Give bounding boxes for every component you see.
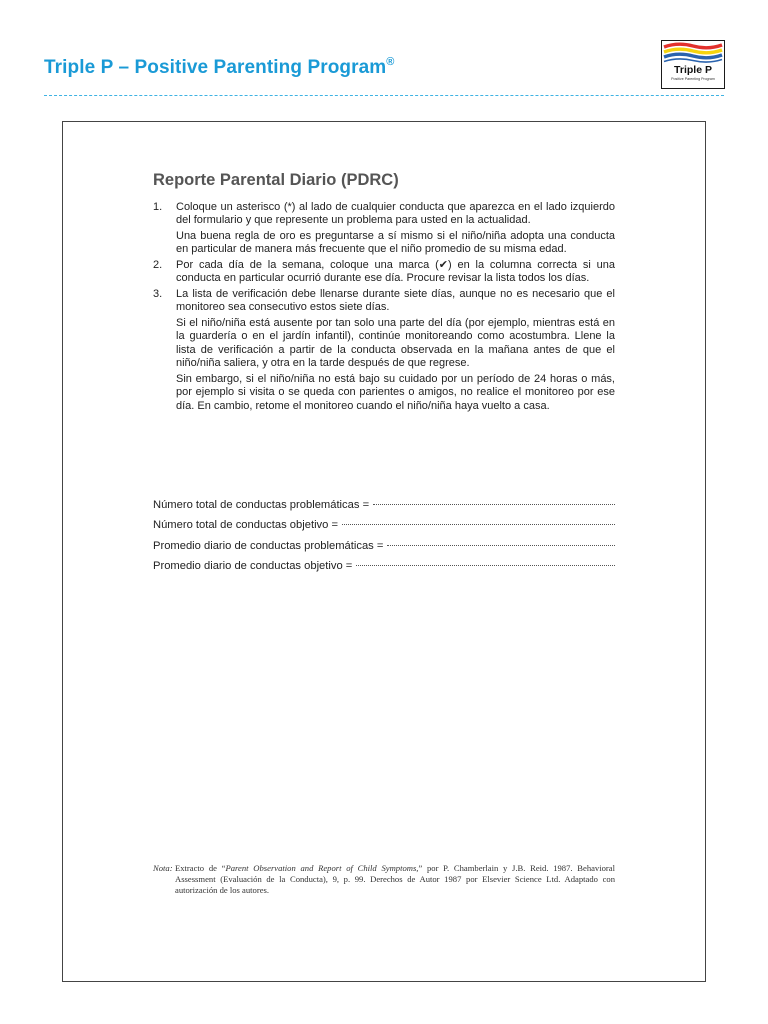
instruction-item-1 bbox=[153, 201, 615, 259]
total-row bbox=[153, 519, 615, 539]
total-label: Promedio diario de conductas problemáticas = bbox=[153, 539, 384, 552]
note-text-pre: Extracto de “ bbox=[175, 863, 226, 873]
instruction-paragraph: La lista de verificación debe llenarse durante siete días, aunque no es necesario que el monitoreo sea consecutivo estos siete días. bbox=[176, 288, 615, 314]
instruction-number: 2. bbox=[153, 259, 163, 271]
triple-p-logo bbox=[661, 40, 725, 89]
total-row bbox=[153, 560, 615, 580]
note-text-italic: Parent Observation and Report of Child Symptoms, bbox=[225, 863, 419, 873]
total-answer-line[interactable] bbox=[342, 524, 615, 525]
logo-stripes-icon bbox=[662, 41, 724, 65]
source-note bbox=[153, 863, 615, 895]
instruction-paragraph: Por cada día de la semana, coloque una marca (✔) en la columna correcta si una conducta en particular ocurrió durante ese día. Procure revisar la lista todos los días. bbox=[176, 259, 615, 285]
total-row bbox=[153, 499, 615, 519]
note-text-post: ” por P. Chamberlain y J.B. Reid. 1987. Behavioral Assessment (Evaluación de la Conducta), 9, p. 99. Derechos de Autor 1987 por Elsevier Science Ltd. Adaptado con autorización de los autores. bbox=[175, 863, 615, 895]
instruction-paragraph: Sin embargo, si el niño/niña no está bajo su cuidado por un período de 24 horas o más, por ejemplo si visita o se queda con parientes o amigos, no realice el monitoreo por ese día. En cambio, retome el monitoreo cuando el niño/niña haya vuelto a casa. bbox=[176, 372, 615, 412]
header-divider bbox=[44, 95, 724, 96]
instruction-number: 1. bbox=[153, 201, 163, 213]
total-answer-line[interactable] bbox=[356, 565, 615, 566]
instruction-number: 3. bbox=[153, 288, 163, 300]
total-answer-line[interactable] bbox=[387, 545, 615, 546]
header-title-text: Triple P – Positive Parenting Program bbox=[44, 57, 387, 78]
instruction-paragraph: Si el niño/niña está ausente por tan solo una parte del día (por ejemplo, mientras está en la guardería o en el jardín infantil), continúe monitoreando como acostumbra. Llene la lista de verificación a partir de la conducta observada en la mañana antes de que el niño/niña saliera, y otra en la tarde después de que regrese. bbox=[176, 317, 615, 370]
note-body bbox=[175, 863, 615, 895]
logo-subtext: Positive Parenting Program bbox=[671, 77, 715, 81]
total-label: Número total de conductas problemáticas = bbox=[153, 499, 370, 511]
header-title bbox=[44, 56, 395, 79]
instruction-paragraph: Coloque un asterisco (*) al lado de cualquier conducta que aparezca en el lado izquierdo del formulario y que represente un problema para usted en la actualidad. bbox=[176, 201, 615, 227]
total-label: Promedio diario de conductas objetivo = bbox=[153, 559, 353, 572]
document-title: Reporte Parental Diario (PDRC) bbox=[153, 171, 399, 189]
instruction-paragraph: Una buena regla de oro es preguntarse a sí mismo si el niño/niña adopta una conducta en particular de manera más frecuente que el niño promedio de su misma edad. bbox=[176, 230, 615, 256]
totals-section bbox=[153, 499, 615, 580]
total-label: Número total de conductas objetivo = bbox=[153, 519, 339, 532]
note-label: Nota: bbox=[153, 863, 173, 873]
instruction-item-3 bbox=[153, 288, 615, 415]
instruction-item-2 bbox=[153, 259, 615, 288]
logo-text: Triple P bbox=[674, 64, 712, 76]
registered-mark: ® bbox=[386, 56, 395, 68]
total-answer-line[interactable] bbox=[373, 504, 615, 505]
instructions-list bbox=[153, 201, 615, 415]
total-row bbox=[153, 540, 615, 560]
